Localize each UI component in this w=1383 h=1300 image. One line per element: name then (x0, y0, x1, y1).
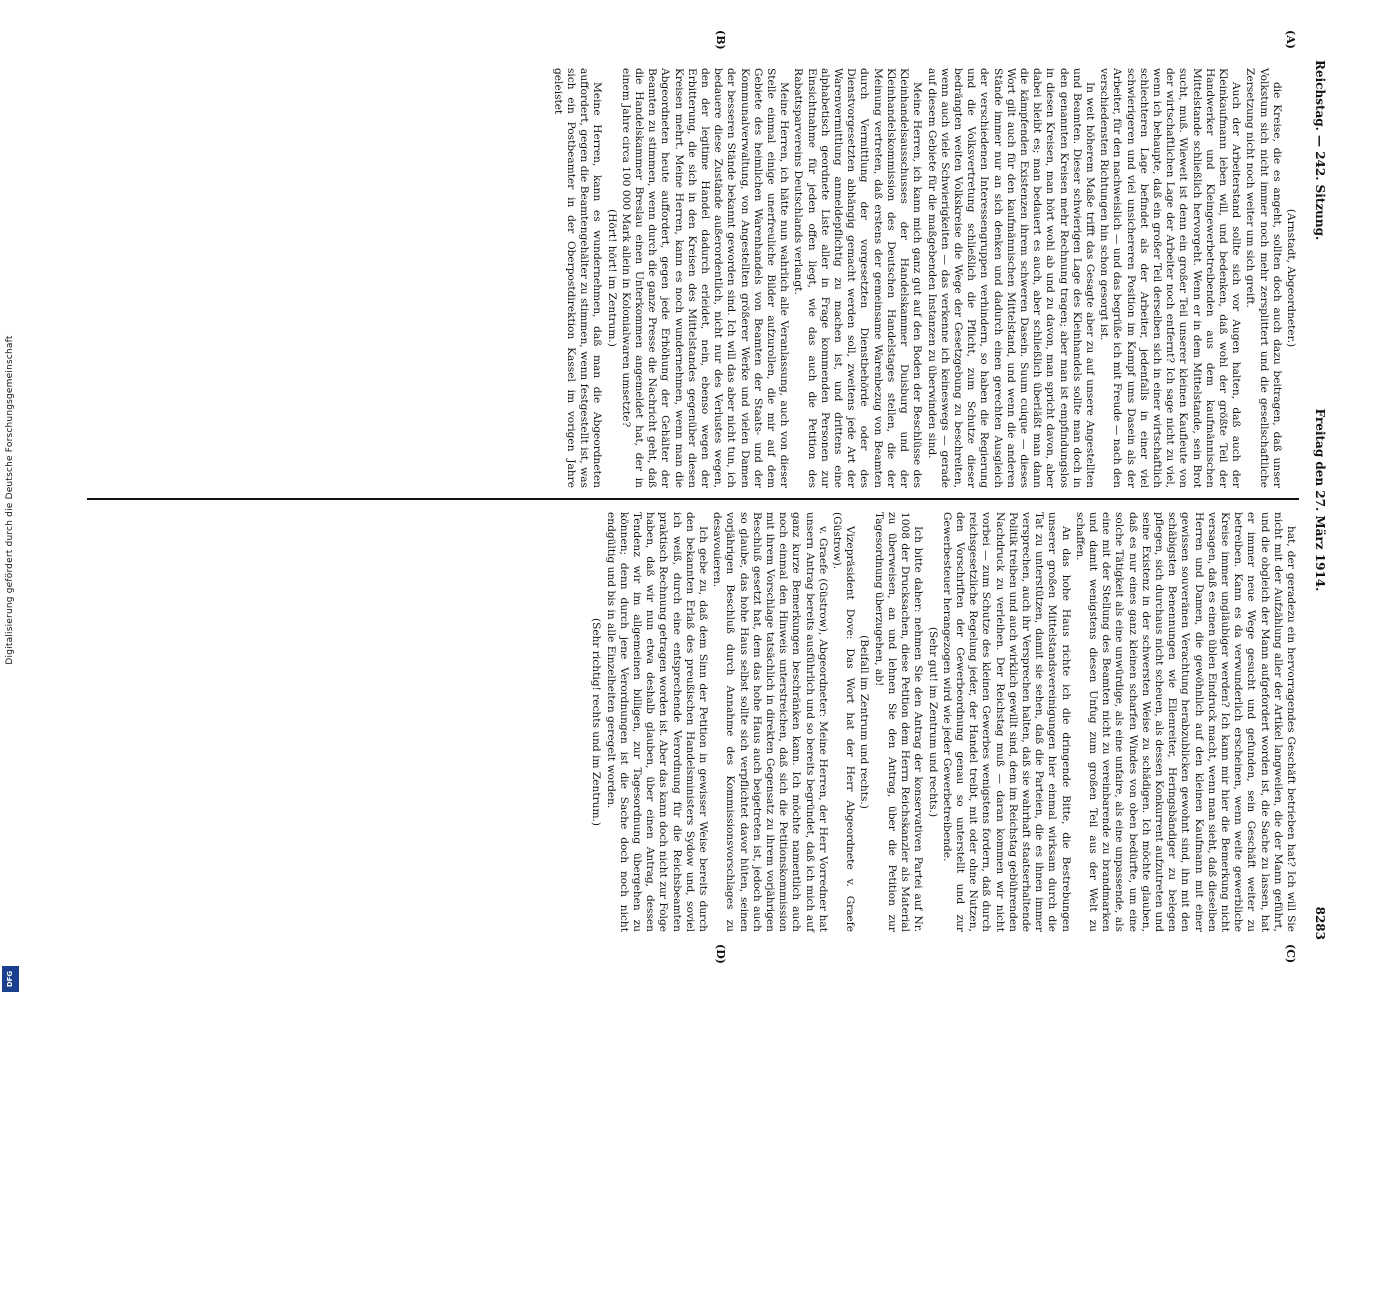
paragraph: Meine Herren, ich hätte nun wahrlich alle Veranlassung, auch von dieser Stelle einmal einige unerfreuliche Bilder aufzurollen, die mir auf dem Gebiete des heimlichen Warenhandels von Beamten der Staats- und der Kommunalverwaltung, von Angestellten größerer Werke und vielen Damen der besseren Stände bekannt geworden sind. Ich will das aber nicht tun, ich bedauere diese Zustände außerordentlich, nicht nur des Verlustes wegen, den der legitime Handel dadurch erleidet, nein, ebenso wegen der Erbitterung, die sich in den Kreisen des Mittelstandes gegenüber diesen Kreisen mehrt. Meine Herren, kann es noch wundernehmen, wenn man die Abgeordneten heute auffordert, gegen jede Erhöhung der Gehälter der Beamten zu stimmen, wenn durch die ganze Presse die Nachricht geht, daß die Handelskammer Breslau einen Unterkommen angemeldet hat, der in einem Jahre circa 100 000 Mark allein in Kolonialwaren umsetzte? (619, 68, 791, 488)
funding-credit: Digitalisierung gefördert durch die Deutsche Forschungsgemeinschaft (5, 335, 15, 665)
paragraph: In weit höherem Maße trifft das Gesagte aber zu auf unsere Angestellten und Beamten. Dieser schwierigen Lage des Kleinhandels sollte man doch in den genannten Kreisen mehr Rechnung tragen; aber man ist empfindungslos in diesen Kreisen, man hört wohl ab und zu davon, man spricht davon, aber dabei bleibt es; man bedauert es auch, aber schließlich überläßt man dann die kämpfenden Existenzen ihrem schweren Dasein. Suum cuique — dieses Wort gilt auch für den kaufmännischen Mittelstand, und wenn die anderen Stände immer nur an sich denken und dadurch einen gerechten Ausgleich der verschiedenen Interessengruppen verhindern, so haben die Regierung und die Volksvertretung schließlich die Pflicht, zum Schutze dieser bedrängten weiten Volkskreise die Wege der Gesetzgebung zu beschreiten, wenn auch viele Schwierigkeiten — das verkenne ich keineswegs — gerade auf diesem Gebiete für die maßgebenden Instanzen zu überwinden sind. (925, 68, 1096, 488)
dfg-logo: DFG (2, 966, 19, 992)
page-header (1303, 60, 1327, 940)
paragraph: v. Graefe (Güstrow), Abgeordneter: Meine Herren, der Herr Vorredner hat unsern Antrag bereits ausführlich und so bereits begründet, daß ich mich auf ganz kurze Bemerkungen beschränken kann. Ich möchte namentlich auch noch einmal den Hinweis unterstreichen, daß sich die Petitionskommission mit ihrem Vorschlage tatsächlich in direkten Gegensatz zu ihrem vorjährigen Beschluß gesetzt hat, dem das hohe Haus auch beigetreten ist, jedoch auch so glaube, das hohe Haus selbst sollte sich verpflichtet davor hüten, seinen vorjährigen Beschluß durch Annahme des Kommissionsvorschlages zu desavouieren. (711, 512, 829, 932)
paragraph: Ich bitte daher: nehmen Sie den Antrag der konservativen Partei auf Nr. 1008 der Drucksachen, diese Petition dem Herrn Reichskanzler als Material zu überweisen, an und lehnen Sie den Antrag, über die Petition zur Tagesordnung überzugehen, ab! (872, 512, 925, 932)
margin-marker-a: (A) (1284, 30, 1297, 49)
margin-marker-b: (B) (714, 30, 727, 50)
paragraph: An das hohe Haus richte ich die dringende Bitte, die Bestrebungen unserer großen Mittelstandsvereinigungen hier einmal wirksam durch die Tat zu unterstützen, damit sie sehen, daß die Parteien, die es ihnen immer versprechen, auch ihr Versprechen halten, daß sie wahrhaft staatserhaltende Politik treiben und auch wirklich gewillt sind, dem im Reichstag gebührenden Nachdruck zu verleihen. Der Reichstag muß — daran kommen wir nicht vorbei — zum Schutze des kleinen Gewerbes wenigstens fordern, daß durch reichsgesetzliche Regelung jeder, der Handel treibt, mit oder ohne Nutzen, den Vorschriften der Gewerbeordnung genau so unterstellt und zur Gewerbesteuer herangezogen wird wie jeder Gewerbetreibende. (940, 512, 1072, 932)
digitization-sidebar (0, 0, 22, 1000)
header-date: Freitag den 27. März 1914. (1313, 408, 1327, 592)
paragraph: hat, der geradezu ein hervorragendes Geschäft betrieben hat? Ich will Sie nicht mit der Aufzählung aller der Artikel langweilen, die der Mann geführt, und die obgleich der Mann aufgefordert worden ist, die Sache zu lassen, hat er immer neue Wege gesucht und gefunden, sein Geschäft weiter zu betreiben. Kann es da verwunderlich erscheinen, wenn weite gewerbliche Kreise immer ungläubiger werden? Ich kann mir hier die Bemerkung nicht versagen, daß es einen üblen Eindruck macht, wenn man sieht, daß dieselben Herren und Damen, die gewöhnlich auf den kleinen Kaufmann mit einer gewissen souveränen Verachtung herabzublicken gewohnt sind, ihn mit den schäbigsten Benennungen wie Ellenreiter, Heringsbändiger zu belegen pflegen, sich durchaus nicht scheuen, als dessen Konkurrent aufzutreten und seine Existenz in der schwersten Weise zu schädigen. Ich möchte glauben, daß es nur eines ganz kleinen scharfen Windes von oben bedürfte, um eine solche Tätigkeit als eine unwürdige, als eine unfaire, als eine unpassende, als eine mit der Stellung des Beamten nicht zu vereinbarende zu brandmarken und damit wenigstens diesen Unfug zum großen Teil aus der Welt zu schaffen. (1073, 512, 1297, 932)
interjection: (Sehr gut! im Zentrum und rechts.) (926, 626, 939, 818)
speaker-note: (Arnstadt, Abgeordneter.) (1285, 208, 1297, 348)
column-divider (87, 498, 1299, 500)
right-text-column (588, 512, 1297, 932)
left-text-column (550, 68, 1297, 488)
header-session: Reichstag. — 242. Sitzung. (1313, 60, 1327, 241)
paragraph: die Kreise, die es angeht, sollten doch auch dazu beitragen, daß unser Volkstum sich nicht immer noch mehr zersplittert und die gesellschaftliche Zersetzung nicht noch weiter um sich greift. (1244, 68, 1283, 488)
paragraph: Meine Herren, ich kann mich ganz gut auf den Boden der Beschlüsse des Kleinhandelsausschusses der Handelskammer Duisburg und der Kleinhandelskommission des Deutschen Handelstages stellen, die der Meinung vertreten, daß erstens der gemeinsame Warenbezug von Beamten durch Vermittlung der vorgesetzten Dienstbehörde oder des Dienstvorgesetzten abhängig gemacht werden soll, zweitens jede Art der Warenvermittlung anmeldepflichtig zu machen ist, und drittens eine alphabetisch geordnete Liste aller in Frage kommenden Personen zur Einsichtnahme für jeden offen liegt, wie das auch die Petition des Rabattsparvereins Deutschlands verlangt. (792, 68, 924, 488)
paragraph: Ich gebe zu, daß dem Sinn der Petition in gewisser Weise bereits durch den bekannten Erlaß des preußischen Handelsministers Sydow und, soviel ich weiß, durch eine entsprechende Verordnung für die Reichsbeamten praktisch Rechnung getragen worden ist. Aber das kann doch nicht zur Folge haben, daß wir nun etwa deshalb glauben, über einen Antrag, dessen Tendenz wir im allgemeinen billigen, zur Tagesordnung übergehen zu können; denn durch jene Verordnungen ist die Sache doch noch nicht endgültig und bis in alle Einzelheiten geregelt worden. (604, 512, 710, 932)
margin-marker-d: (D) (714, 944, 727, 964)
paragraph: Vizepräsident Dove: Das Wort hat der Herr Abgeordnete v. Graefe (Güstrow). (831, 512, 857, 932)
margin-marker-c: (C) (1284, 944, 1297, 964)
paragraph: Auch der Arbeiterstand sollte sich vor Augen halten, daß auch der Kleinkaufmann leben will, und bedenken, daß wohl der größte Teil der Handwerker und Kleingewerbetreibenden aus dem kaufmännischen Mittelstande schließlich hervorgeht. Wenn er in dem Mittelstande, sein Brot sucht, muß. Wieweit ist denn ein großer Teil unserer kleinen Kaufleute von der wirtschaftlichen Lage der Arbeiter noch entfernt? Ich sage nicht zu viel, wenn ich behaupte, daß ein großer Teil derselben sich in einer wirtschaftlich schlechteren Lage befindet als der Arbeiter, jedenfalls in einer viel schwierigeren und viel unsichereren Position im Kampf ums Dasein als der Arbeiter, für den nachweislich — und das begrüße ich mit Freude — nach den verschiedensten Richtungen hin schon gesorgt ist. (1098, 68, 1243, 488)
interjection: (Beifall im Zentrum und rechts.) (858, 635, 871, 809)
interjection: (Sehr richtig! rechts und im Zentrum.) (590, 617, 603, 827)
page-number: 8283 (1313, 906, 1327, 940)
interjection: (Hört! hört! im Zentrum.) (605, 209, 618, 347)
paragraph: Meine Herren, kann es wundernehmen, daß man die Abgeordneten auffordert, gegen die Beamtengehälter zu stimmen, wenn festgestellt ist, was sich ein Postbeamter in der Oberpostdirektion Kassel im vorigen Jahre geleistet (551, 68, 604, 488)
scanned-page (447, 30, 1327, 1300)
